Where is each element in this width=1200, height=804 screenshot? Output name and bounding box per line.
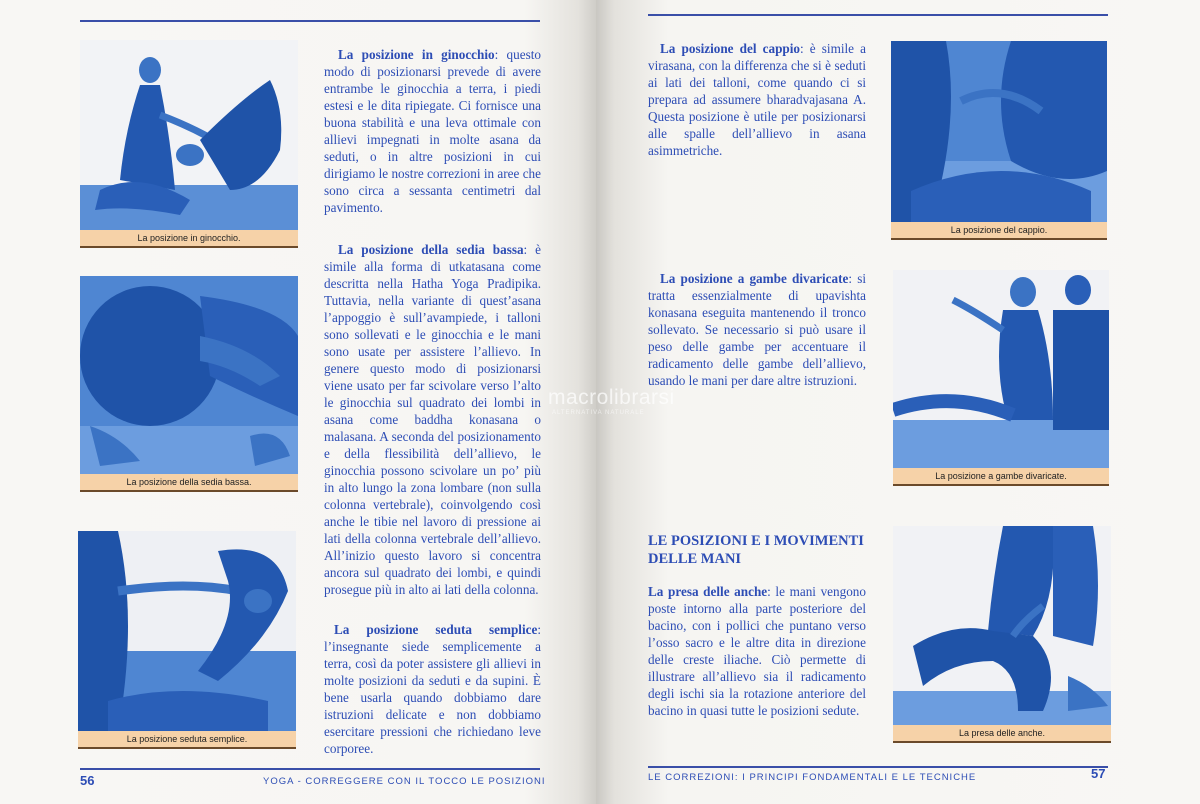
caption-noose: La posizione del cappio.: [891, 222, 1107, 240]
para-simple-seated-title: La posizione seduta semplice: [334, 622, 538, 637]
para-low-chair-body: : è simile alla forma di utkatasana come descritta nella Hatha Yoga Pradipika. Tuttavia, nella variante di quest’asana l’appoggio è sull’avampiede, i talloni sono sollevati e le ginocchia e le mani sono usate per assistere l’allievo. In genere questo modo di posizionarsi viene usato per far scivolare verso l’alto le ginocchia sul quadrato dei lombi in asana come baddha konasana o malasana. A seconda del posizionamento e della flessibilità dell’allievo, le ginocchia possono scivolare un po’ più in alto lungo la zona lombare (non sulla colonna vertebrale), coinvolgendo così anche le tibie nel lavoro di pressione ai lati della colonna vertebrale dell’allievo. All’inizio questo lavoro si concentra ancora sul quadrato dei lombi, e quindi prosegue più in alto ai lati della colonna.: [324, 242, 541, 597]
left-page: [0, 0, 596, 804]
caption-kneeling: La posizione in ginocchio.: [80, 230, 298, 248]
para-simple-seated: [324, 621, 541, 757]
watermark-brand: macrolibrarsi: [548, 386, 675, 409]
para-low-chair: [324, 241, 541, 598]
page-number-left: 56: [80, 773, 95, 788]
para-kneeling: [324, 46, 541, 216]
photo-simple-seated-position: [78, 531, 296, 731]
photo-wide-legs-position: [893, 270, 1109, 468]
para-kneeling-title: La posizione in ginocchio: [338, 47, 495, 62]
para-low-chair-title: La posizione della sedia bassa: [338, 242, 524, 257]
caption-hip-grip: La presa delle anche.: [893, 725, 1111, 743]
photo-hip-grip: [893, 526, 1111, 725]
photo-low-chair-position: [80, 276, 298, 474]
para-simple-seated-body: : l’insegnante siede semplicemente a terra, così da poter assistere gli allievi in molte posizioni da seduti e da supini. È bene usarla quando dobbiamo dare istruzioni delicate e non dobbiamo esercitare pressioni che richiedano leve corporee.: [324, 622, 541, 756]
para-hip-grip-title: La presa delle anche: [648, 584, 768, 599]
para-wide-legs-title: La posizione a gambe divaricate: [660, 271, 849, 286]
para-hip-grip-body: : le mani vengono poste intorno alla parte posteriore del bacino, con i pollici che puntano verso l’osso sacro e le altre dita in direzione delle creste iliache. Ciò permette di illustrare all’allievo sia il radicamento degli ischi sia la rotazione anteriore del bacino in quasi tutte le posizioni sedute.: [648, 584, 866, 718]
photo-kneeling-position: [80, 40, 298, 230]
section-heading: LE POSIZIONI E I MOVIMENTI DELLE MANI: [648, 533, 864, 567]
running-footer-left: YOGA - CORREGGERE CON IL TOCCO LE POSIZIONI: [263, 776, 546, 787]
bottom-rule: [648, 766, 1108, 768]
para-noose-title: La posizione del cappio: [660, 41, 801, 56]
photo-noose-position: [891, 41, 1107, 222]
para-noose-body: : è simile a virasana, con la differenza che si è seduti ai lati dei talloni, come quando ci si prepara ad assumere bharadvajasana A. Questa posizione è utile per posizionarsi alle spalle dell’allievo in asana asimmetriche.: [648, 41, 866, 158]
para-hip-grip: [648, 583, 866, 719]
page-number-right: 57: [1091, 766, 1106, 781]
para-wide-legs-body: : si tratta essenzialmente di upavishta konasana eseguita mantenendo il tronco sollevato. Se necessario si può usare il peso delle gambe per accentuare il radicamento delle gambe dell’allievo, usando le mani per dare altre istruzioni.: [648, 271, 866, 388]
top-rule: [648, 14, 1108, 16]
caption-wide-legs: La posizione a gambe divaricate.: [893, 468, 1109, 486]
para-kneeling-body: : questo modo di posizionarsi prevede di avere entrambe le ginocchia a terra, i piedi estesi e le dita ripiegate. Ci fornisce una buona stabilità e una leva ottimale con allievi impegnati in molte asana da seduti, o in altre posizioni in cui dirigiamo le nostre correzioni in aree che sono circa a sessanta centimetri dal pavimento.: [324, 47, 541, 215]
watermark-tagline: ALTERNATIVA NATURALE: [552, 410, 645, 416]
para-wide-legs: [648, 270, 866, 389]
caption-low-chair: La posizione della sedia bassa.: [80, 474, 298, 492]
running-footer-right: LE CORREZIONI: I PRINCIPI FONDAMENTALI E LE TECNICHE: [648, 772, 977, 783]
top-rule: [80, 20, 540, 22]
right-page: [596, 0, 1200, 804]
bottom-rule: [80, 768, 540, 770]
para-noose: [648, 40, 866, 159]
caption-simple-seated: La posizione seduta semplice.: [78, 731, 296, 749]
